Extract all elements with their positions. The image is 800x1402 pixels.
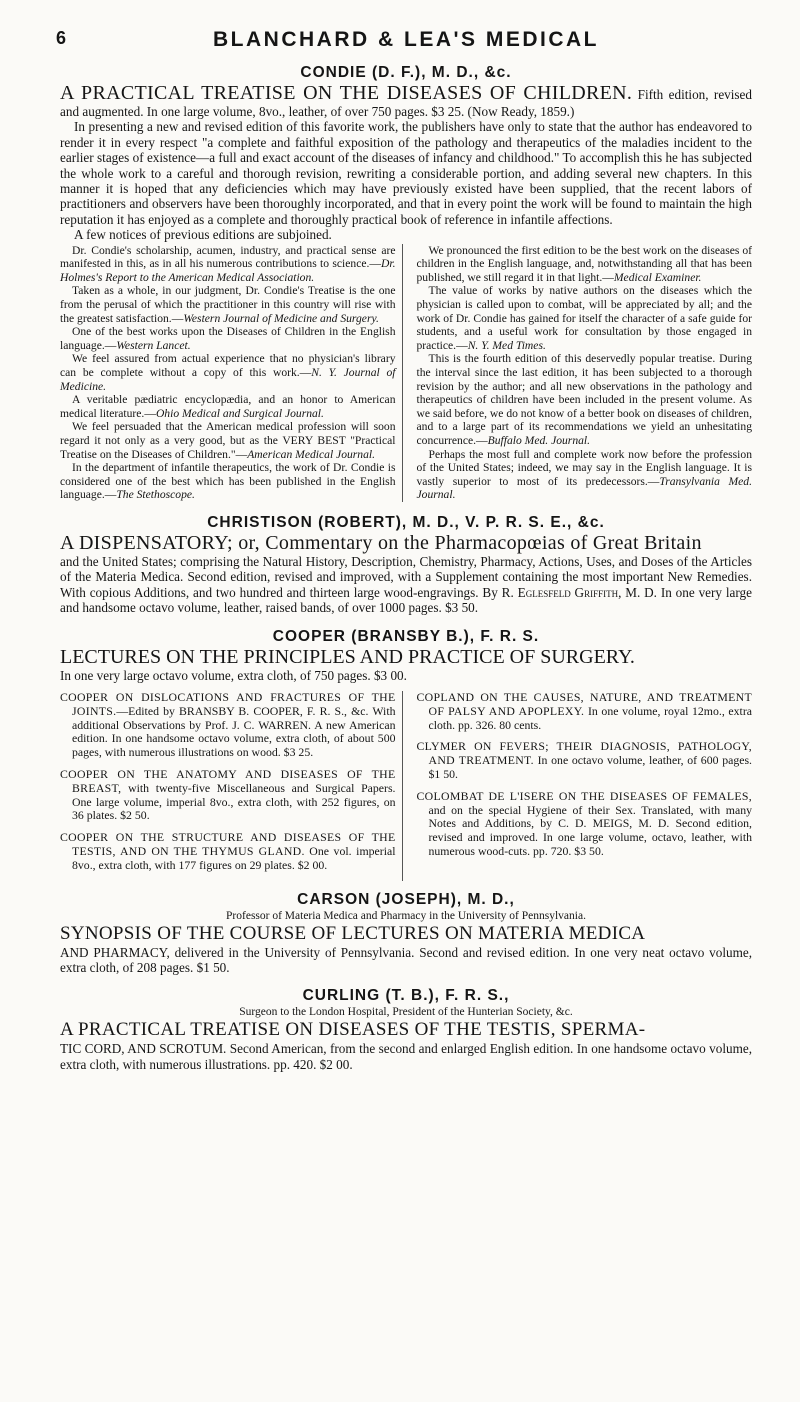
christison-entry	[60, 514, 752, 616]
review-item: We feel assured from actual experience that no physician's library can be complete without a copy of this work.—N. Y. Journal of Medicine.	[60, 352, 396, 393]
related-work-item: COOPER ON THE STRUCTURE AND DISEASES OF THE TESTIS, AND ON THE THYMUS GLAND. One vol. imperial 8vo., extra cloth, with 177 figures on 29 plates. $2 00.	[60, 830, 396, 872]
editor-name: Eglesfeld Griffith	[517, 584, 619, 600]
condie-title: A PRACTICAL TREATISE ON THE DISEASES OF CHILDREN.	[60, 82, 633, 104]
carson-author: CARSON (JOSEPH), M. D.,	[297, 890, 515, 908]
review-item: We feel persuaded that the American medical profession will soon regard it not only as a very good, but as the VERY BEST "Practical Treatise on the Diseases of Children."—American Medical Journal.	[60, 420, 396, 461]
related-work-item: COOPER ON THE ANATOMY AND DISEASES OF THE BREAST, with twenty-five Miscellaneous and Surgical Papers. One large volume, imperial 8vo., extra cloth, with 252 figures, on 36 plates. $2 50.	[60, 766, 396, 823]
condie-notices-line: A few notices of previous editions are subjoined.	[74, 227, 332, 243]
review-item: Taken as a whole, in our judgment, Dr. Condie's Treatise is the one from the perusal of which the practitioner in this country will rise with the greatest satisfaction.—Western Journal of Medicine and Surgery.	[60, 284, 396, 325]
review-item: We pronounced the first edition to be the best work on the diseases of children in the English language, and, notwithstanding all that has been published, we still regard it in that light.—Medical Examiner.	[416, 243, 752, 284]
review-item: One of the best works upon the Diseases of Children in the English language.—Western Lancet.	[60, 325, 396, 352]
carson-entry	[60, 891, 752, 976]
condie-author: CONDIE (D. F.), M. D., &c.	[300, 64, 512, 81]
curling-subtitle: Surgeon to the London Hospital, President of the Hunterian Society, &c.	[239, 1006, 573, 1019]
christison-author: CHRISTISON (ROBERT), M. D., V. P. R. S. E., &c.	[207, 513, 605, 531]
curling-title: A PRACTICAL TREATISE ON DISEASES OF THE TESTIS, SPERMA-	[60, 1019, 646, 1041]
condie-intro: Fifth edition, revised and augmented. In one large volume, 8vo., leather, of over 750 pages. $3 25. (Now Ready, 1859.)	[60, 87, 753, 119]
related-work-item: COOPER ON DISLOCATIONS AND FRACTURES OF THE JOINTS.—Edited by BRANSBY B. COOPER, F. R. S., &c. With additional Observations by Prof. J. C. WARREN. A new American edition. In one handsome octavo volume, extra cloth, of about 500 pages, with numerous illustrations on wood. $3 25.	[60, 689, 396, 760]
cooper-related-works	[60, 691, 752, 881]
condie-reviews-left	[60, 244, 403, 502]
condie-paragraph: In presenting a new and revised edition of this favorite work, the publishers have only to state that the author has endeavored to render it in every respect "a complete and faithful exposition of the pathology and therapeutics of the maladies incident to the earlier stages of existence—a full and exact account of the diseases of infancy and childhood." To accomplish this he has subjected the whole work to a careful and thorough revision, rewriting a considerable portion, and adding several new chapters. In this manner it is hoped that any deficiencies which may have previously existed have been supplied, that the recent labors of practitioners and observers have been thoroughly incorporated, and that in every point the work will be found to maintain the high reputation it has enjoyed as a complete and thoroughly practical book of reference in infantile affections.	[60, 119, 752, 227]
related-works-left	[60, 691, 403, 881]
review-item: The value of works by native authors on the diseases which the physician is called upon to combat, will be appreciated by all; and the work of Dr. Condie has gained for itself the character of a safe guide for students, and a useful work for consultation by those engaged in practice.—N. Y. Med Times.	[416, 284, 752, 352]
curling-author: CURLING (T. B.), F. R. S.,	[302, 987, 510, 1005]
christison-title: A DISPENSATORY; or, Commentary on the Pharmacopœias of Great Britain	[60, 531, 702, 554]
related-work-item: CLYMER ON FEVERS; THEIR DIAGNOSIS, PATHOLOGY, AND TREATMENT. In one octavo volume, leather, of 600 pages. $1 50.	[416, 739, 752, 781]
curling-description: TIC CORD, AND SCROTUM. Second American, from the second and enlarged English edition. In one handsome octavo volume, extra cloth, with numerous illustrations. pp. 420. $2 00.	[60, 1041, 752, 1072]
cooper-title: LECTURES ON THE PRINCIPLES AND PRACTICE OF SURGERY.	[60, 645, 635, 668]
cooper-description: In one very large octavo volume, extra cloth, of 750 pages. $3 00.	[60, 667, 407, 683]
carson-subtitle: Professor of Materia Medica and Pharmacy in the University of Pennsylvania.	[226, 909, 586, 922]
carson-title: SYNOPSIS OF THE COURSE OF LECTURES ON MATERIA MEDICA	[60, 922, 646, 944]
condie-reviews-right	[417, 244, 753, 502]
related-work-item: COLOMBAT DE L'ISERE ON THE DISEASES OF FEMALES, and on the special Hygiene of their Sex. Translated, with many Notes and Additions, by C. D. MEIGS, M. D. Second edition, revised and improved. In one large volume, octavo, leather, with numerous wood-cuts. pp. 720. $3 50.	[416, 788, 752, 858]
review-item: This is the fourth edition of this deservedly popular treatise. During the interval since the last edition, it has been subjected to a thorough revision by the author; and all new observations in the pathology and therapeutics of children have been included in the present volume. As we said before, we do not know of a better book on diseases of children, and to a large part of its recommendations we yield an unhesitating concurrence.—Buffalo Med. Journal.	[416, 352, 752, 447]
review-item: Dr. Condie's scholarship, acumen, industry, and practical sense are manifested in this, as in all his numerous contributions to science.—Dr. Holmes's Report to the American Medical Association.	[60, 243, 396, 284]
curling-entry	[60, 987, 752, 1072]
condie-intro-block	[60, 82, 752, 119]
review-item: In the department of infantile therapeutics, the work of Dr. Condie is considered one of the best which has been published in the English language.—The Stethoscope.	[60, 461, 396, 502]
review-item: Perhaps the most full and complete work now before the profession of the United States; indeed, we may say in the English language. It is vastly superior to most of its predecessors.—Transylvania Med. Journal.	[416, 447, 752, 502]
page-number: 6	[56, 28, 67, 48]
christison-description: and the United States; comprising the Natural History, Description, Chemistry, Pharmacy, Actions, Uses, and Doses of the Articles of the Materia Medica. Second edition, revised and improved, with a Supplement containing the most important New Remedies. With copious Additions, and two hundred and thirteen large wood-engravings. By R. Eglesfeld Griffith, M. D. In one very large and handsome octavo volume, leather, raised bands, of over 1000 pages. $3 50.	[60, 553, 752, 616]
cooper-author: COOPER (BRANSBY B.), F. R. S.	[272, 627, 540, 645]
running-head	[56, 28, 752, 56]
carson-description: AND PHARMACY, delivered in the University of Pennsylvania. Second and revised edition. In one very neat octavo volume, extra cloth, of 208 pages. $1 50.	[60, 944, 752, 975]
condie-reviews	[60, 244, 752, 502]
condie-entry	[60, 64, 752, 502]
review-item: A veritable pædiatric encyclopædia, and an honor to American medical literature.—Ohio Medical and Surgical Journal.	[60, 393, 396, 420]
related-work-item: COPLAND ON THE CAUSES, NATURE, AND TREATMENT OF PALSY AND APOPLEXY. In one volume, royal 12mo., extra cloth. pp. 326. 80 cents.	[416, 689, 753, 732]
publisher-title: BLANCHARD & LEA'S MEDICAL	[213, 28, 599, 51]
cooper-entry	[60, 628, 752, 881]
related-works-right	[417, 691, 753, 881]
